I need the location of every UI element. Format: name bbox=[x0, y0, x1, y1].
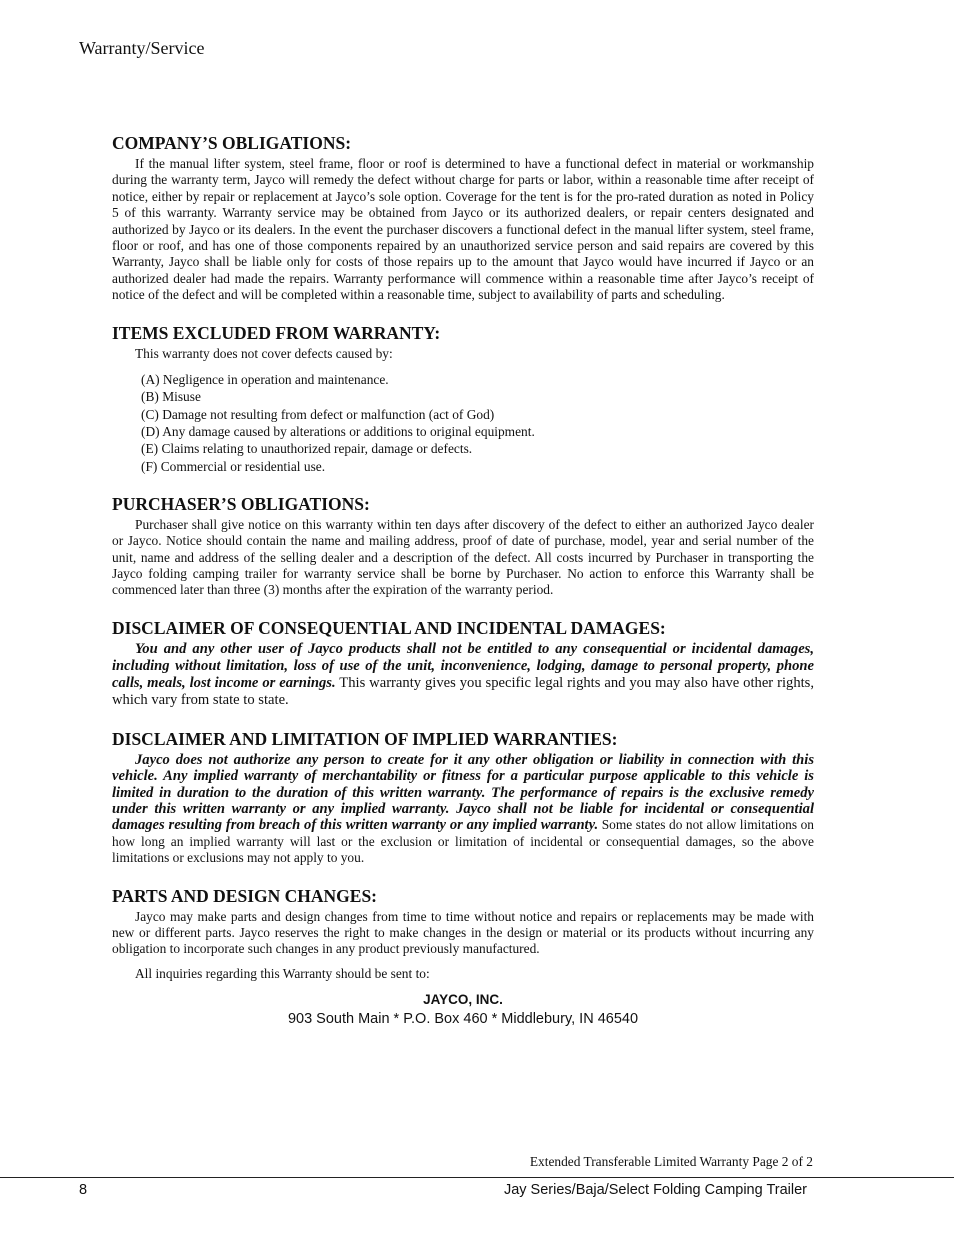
items-excluded-intro: This warranty does not cover defects caused by: bbox=[135, 345, 393, 361]
disclaimer-implied-section bbox=[112, 728, 814, 867]
list-item: (E) Claims relating to unauthorized repair, damage or defects. bbox=[141, 441, 473, 457]
footer-divider bbox=[0, 1177, 954, 1178]
company-address: 903 South Main * P.O. Box 460 * Middlebury, IN 46540 bbox=[287, 1010, 639, 1027]
disclaimer-consequential-section bbox=[112, 617, 814, 710]
manual-title: Jay Series/Baja/Select Folding Camping Trailer bbox=[503, 1182, 807, 1198]
disclaimer-consequential-emphasis: You and any other user of Jayco products shall not be entitled to any consequential or incidental damages, including without limitation, loss of use of the unit, inconvenience, lodging, damage to personal property, phone calls, meals, lost income or earnings. bbox=[112, 640, 814, 692]
disclaimer-implied-heading: DISCLAIMER AND LIMITATION OF IMPLIED WARRANTIES: bbox=[112, 728, 618, 749]
exclusions-list bbox=[141, 371, 814, 475]
disclaimer-implied-text: Some states do not allow limitations on how long an implied warranty will last or the exclusion or limitation of incidental or consequential damages, so the above limitations or exclusions may not apply to you. bbox=[112, 817, 814, 866]
page-header-title: Warranty/Service bbox=[79, 38, 205, 58]
disclaimer-implied-paragraph bbox=[112, 752, 814, 867]
items-excluded-heading: ITEMS EXCLUDED FROM WARRANTY: bbox=[112, 322, 441, 343]
company-obligations-section bbox=[112, 132, 814, 304]
disclaimer-consequential-text: This warranty gives you specific legal rights and you may also have other rights, which vary from state to state. bbox=[112, 675, 814, 709]
disclaimer-implied-emphasis: Jayco does not authorize any person to create for it any other obligation or liability in connection with this vehicle. Any implied warranty of merchantability or fitness for a particular purpose applicable to this vehicle is limited in duration to the duration of this written warranty. The performance of repairs is the exclusive remedy under this written warranty or any implied warranty. Jayco shall not be liable for incidental or consequential damages resulting from breach of this written warranty or any implied warranty. bbox=[112, 751, 814, 834]
list-item: (C) Damage not resulting from defect or malfunction (act of God) bbox=[141, 406, 495, 422]
page-number: 8 bbox=[79, 1182, 88, 1198]
list-item: (F) Commercial or residential use. bbox=[141, 458, 326, 474]
company-obligations-text: If the manual lifter system, steel frame, floor or roof is determined to have a functional defect in material or workmanship during the warranty term, Jayco will remedy the defect without charge for parts or labor, within a reasonable time after receipt of notice, either by repair or replacement at Jayco’s sole option. Coverage for the tent is for the pro-rated duration as noted in Policy 5 of this warranty. Warranty service may be obtained from Jayco or its authorized dealers, or repair centers designated and authorized by Jayco or its dealers. In the event the purchaser discovers a functional defect in the manual lifter system, steel frame, floor or roof, and has one of those components repaired by an unauthorized service person and said repairs are covered by this Warranty, Jayco shall be liable only for costs of those repairs up to the amount that Jayco would have incurred if Jayco or an authorized dealer had made the repairs. Warranty performance will commence within a reasonable time after Jayco’s receipt of notice of the defect and will be completed within a reasonable time, subject to availability of parts and scheduling. bbox=[112, 156, 814, 303]
footer-warranty-note: Extended Transferable Limited Warranty Page 2 of 2 bbox=[529, 1154, 813, 1169]
warranty-content bbox=[112, 132, 814, 1047]
list-item: (B) Misuse bbox=[141, 389, 201, 405]
purchaser-obligations-heading: PURCHASER’S OBLIGATIONS: bbox=[112, 493, 370, 514]
disclaimer-consequential-heading: DISCLAIMER OF CONSEQUENTIAL AND INCIDENTAL DAMAGES: bbox=[112, 617, 666, 638]
purchaser-obligations-text: Purchaser shall give notice on this warranty within ten days after discovery of the defect to either an authorized Jayco dealer or Jayco. Notice should contain the name and mailing address, proof of date of purchase, model, year and serial number of the unit, name and address of the selling dealer and a description of the defect. All costs incurred by Purchaser in transporting the Jayco folding camping trailer for warranty service shall be borne by Purchaser. No action to enforce this Warranty shall be commenced later than three (3) months after the expiration of the warranty period. bbox=[112, 516, 814, 598]
inquiries-text: All inquiries regarding this Warranty should be sent to: bbox=[135, 965, 430, 981]
list-item: (D) Any damage caused by alterations or additions to original equipment. bbox=[141, 423, 535, 439]
disclaimer-consequential-paragraph bbox=[112, 641, 814, 710]
company-obligations-heading: COMPANY’S OBLIGATIONS: bbox=[112, 133, 352, 153]
company-address-block bbox=[112, 991, 814, 1029]
parts-design-heading: PARTS AND DESIGN CHANGES: bbox=[112, 885, 378, 906]
parts-design-section bbox=[112, 885, 814, 1029]
list-item: (A) Negligence in operation and maintenance. bbox=[141, 372, 389, 388]
items-excluded-section bbox=[112, 322, 814, 475]
purchaser-obligations-section bbox=[112, 493, 814, 599]
parts-design-text: Jayco may make parts and design changes from time to time without notice and repairs or replacements may be made with new or different parts. Jayco reserves the right to make changes in the design or material or its products without incurring any obligation to incorporate such changes in any product previously manufactured. bbox=[112, 908, 814, 957]
company-name: JAYCO, INC. bbox=[423, 991, 503, 1007]
